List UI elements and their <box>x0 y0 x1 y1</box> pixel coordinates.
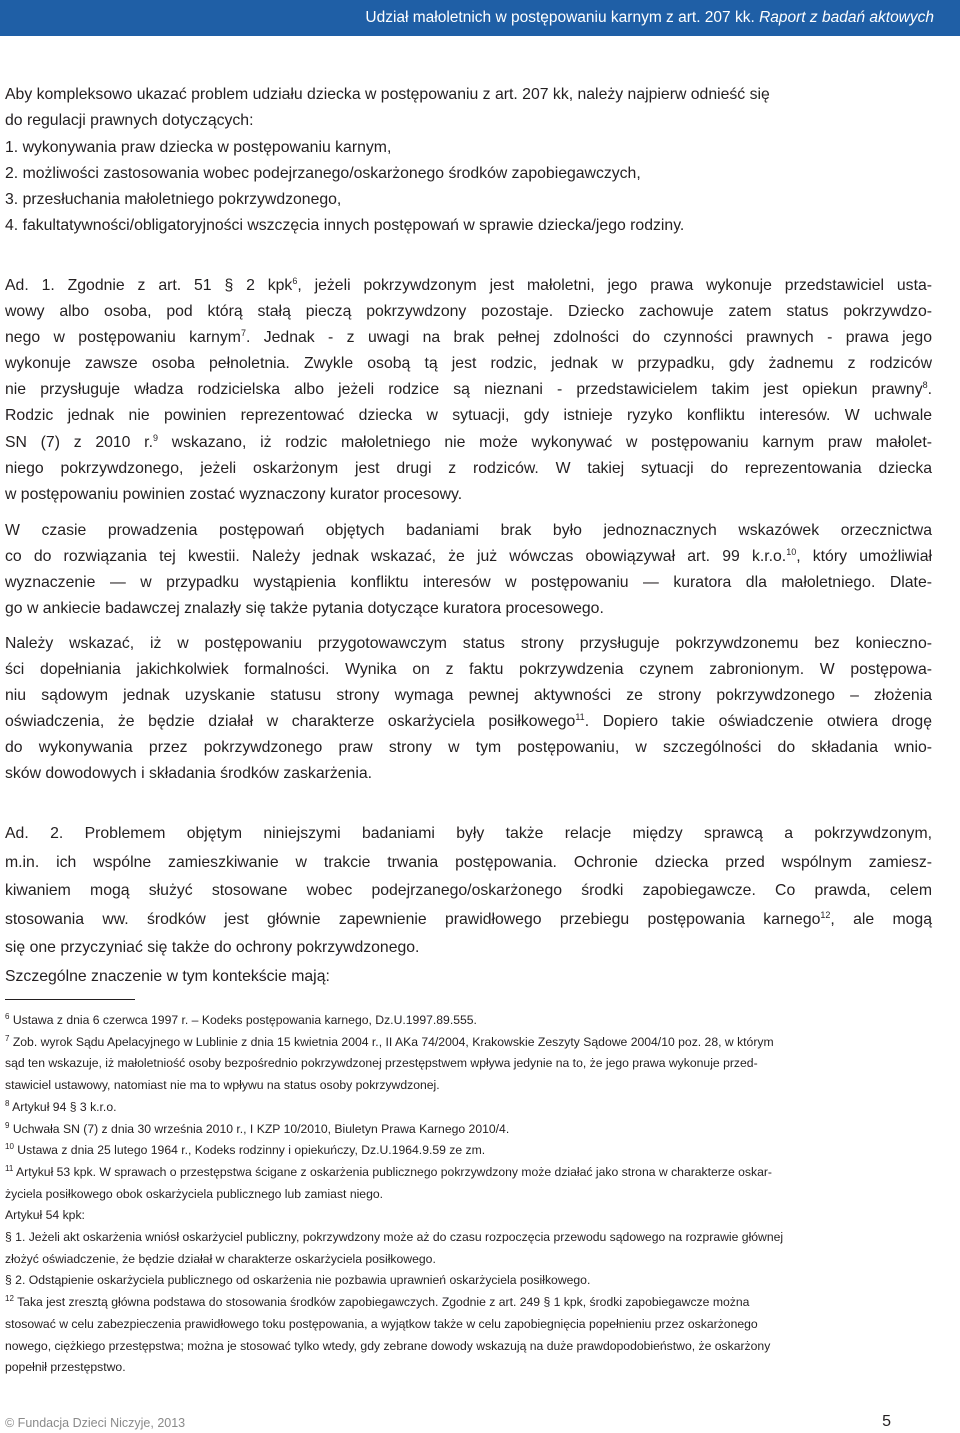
footnotes <box>5 1010 932 1379</box>
footnote-11-cont: § 1. Jeżeli akt oskarżenia wniósł oskarżyciel publiczny, pokrzywdzony może aż do czasu rozpoczęcia przewodu sądowego na rozprawie głównej <box>5 1230 784 1245</box>
footnote-11-cont: § 2. Odstąpienie oskarżyciela publicznego od oskarżenia nie pozbawia uprawnień oskarżyciela posiłkowego. <box>5 1273 591 1288</box>
text-line: go w ankiecie badawczej znalazły się także pytania dotyczące kuratora procesowego. <box>5 600 604 618</box>
footnote-10: $^{10}$ Ustawa z dnia 25 lutego 1964 r., Kodeks rodzinny i opiekuńczy, Dz.U.1964.9.59 ze zm. <box>5 1142 486 1158</box>
footnote-9: $^9$ Uchwała SN (7) z dnia 30 września 2010 r., I KZP 10/2010, Biuletyn Prawa Karnego 2010/4. <box>5 1120 510 1136</box>
paragraph-status-strony <box>5 631 932 788</box>
header-title-italic: Raport z badań aktowych <box>759 9 934 26</box>
footnote-7-cont: stawiciel ustawowy, natomiast nie ma to wpływu na status osoby pokrzywdzonej. <box>5 1078 440 1093</box>
intro-line: do regulacji prawnych dotyczących: <box>5 112 254 130</box>
text-line: niego pokrzywdzonego, jeżeli oskarżonym jest drugi z rodziców. W takiej sytuacji do reprezentowania dziecka <box>5 459 932 477</box>
footnote-8: $^8$ Artykuł 94 § 3 k.r.o. <box>5 1098 117 1114</box>
footnote-12-cont: popełnił przestępstwo. <box>5 1360 126 1375</box>
footnote-11-cont: życiela posiłkowego obok oskarżyciela publicznego lub zamiast niego. <box>5 1186 384 1201</box>
footnote-12-cont: stosować w celu zabezpieczenia prawidłowego toku postępowania, a wyjątkow także w celu zapobiegnięcia popełnieniu przez oskarżonego <box>5 1316 758 1331</box>
text-line: Należy wskazać, iż w postępowaniu przygotowawczym status strony przysługuje pokrzywdzonemu bez koniecznо- <box>5 635 932 652</box>
text-line: kiwaniem mogą służyć stosowane wobec podejrzanego/oskarżonego środki zapobiegawcze. Co prawda, celem <box>5 882 932 900</box>
text-line: SN (7) z 2010 r.$^9$ wskazano, iż rodzic małoletniego nie może wykonywać w postępowaniu karnym praw małolet- <box>5 432 932 451</box>
paragraph-kurator <box>5 518 932 622</box>
footnote-7-cont: sąd ten wskazuje, iż małoletniość osoby bezpośrednio pokrzywdzonej przestępstwem wpływa jedynie na to, że jego prawa wykonuje przed- <box>5 1056 758 1071</box>
page-number: 5 <box>882 1413 891 1430</box>
list-item: 3. przesłuchania małoletniego pokrzywdzonego, <box>5 191 342 209</box>
text-line: w postępowaniu powinien zostać wyznaczony kurator procesowy. <box>5 485 463 503</box>
text-line: sków dowodowych i składania środków zaskarżenia. <box>5 765 373 783</box>
text-line: do wykonywania przez pokrzywdzonego praw strony w tym postępowaniu, w szczególności do składania wnio- <box>5 739 932 757</box>
footnote-divider <box>5 999 135 1000</box>
footnote-11: $^{11}$ Artykuł 53 kpk. W sprawach o przestępstwa ścigane z oskarżenia publicznego pokrzywdzony może działać jako strona w charakterze oskar- <box>5 1163 772 1179</box>
text-line: co do rozwiązania tej kwestii. Należy jednak wskazać, że już wówczas obowiązywał art. 99 k.r.o.$^{10}$, który umożliwiał <box>5 547 932 566</box>
text-line: się one przyczyniać się także do ochrony pokrzywdzonego. <box>5 939 420 957</box>
list-item: 2. możliwości zastosowania wobec podejrzanego/oskarżonego środków zapobiegawczych, <box>5 164 641 182</box>
footnote-ref: 8 <box>922 380 928 391</box>
text-line: m.in. ich wspólne zamieszkiwanie w trakcie trwania postępowania. Ochronie dziecka przed wspólnym zamiesz- <box>5 853 932 871</box>
text-line: Szczególne znaczenie w tym kontekście mają: <box>5 967 330 985</box>
footnote-ref: 9 <box>152 432 158 443</box>
ad1-paragraph <box>5 273 932 508</box>
text-line: W czasie prowadzenia postępowań objętych badaniami brak było jednoznacznych wskazówek orzecznictwa <box>5 522 932 539</box>
text-line: Rodzic jednak nie powinien reprezentować dziecka w sytuacji, gdy istnieje ryzyko konfliktu interesów. W uchwale <box>5 407 932 425</box>
copyright-text: © Fundacja Dzieci Niczyje, 2013 <box>5 1416 186 1430</box>
list-item: 4. fakultatywności/obligatoryjności wszczęcia innych postępowań w sprawie dziecka/jego rodziny. <box>5 217 685 235</box>
footnote-ref: 6 <box>292 276 298 286</box>
footnote-ref: 7 <box>240 328 246 339</box>
text-line: wykonuje zawsze osoba pełnoletnia. Zwykle osobą tą jest rodzic, jednak w przypadku, gdy żadnemu z rodziców <box>5 355 932 373</box>
ad2-paragraph <box>5 820 932 992</box>
footnote-11-cont: złożyć oświadczenie, że będzie działał w charakterze oskarżyciela posiłkowego. <box>5 1251 436 1266</box>
footnote-ref: 11 <box>575 712 585 723</box>
footnote-12: $^{12}$ Taka jest zresztą główna podstawa do stosowania środków zapobiegawczych. Zgodnie z art. 249 § 1 kpk, środki zapobiegawcze można <box>5 1294 750 1310</box>
text-line: Ad. 1. Zgodnie z art. 51 § 2 kpk$^6$, jeżeli pokrzywdzonym jest małoletni, jego prawa wykonuje przedstawiciel usta- <box>5 276 933 294</box>
header-bar <box>0 0 960 36</box>
text-line: wyznaczenie — w przypadku wystąpienia konfliktu interesów w postępowaniu — kuratora dla małoletniego. Dlate- <box>5 574 932 592</box>
text-line: nie przysługuje władza rodzicielska albo jeżeli rodzice są nieznani - przedstawicielem takim jest opiekun prawny$^8$. <box>5 380 932 399</box>
list-item: 1. wykonywania praw dziecka w postępowaniu karnym, <box>5 138 392 156</box>
text-line: ści dopełniania jakichkolwiek formalności. Wynika on z faktu pokrzywdzenia czynem zabronionym. W postępowa- <box>5 661 932 679</box>
text-line: oświadczenia, że będzie działał w charakterze oskarżyciela posiłkowego$^{11}$. Dopiero takie oświadczenie otwiera drogę <box>5 712 932 731</box>
footnote-ref: 10 <box>786 547 797 558</box>
header-title-main: Udział małoletnich w postępowaniu karnym z art. 207 kk. <box>365 9 755 26</box>
footnote-11-cont: Artykuł 54 kpk: <box>5 1208 85 1223</box>
footnote-ref: 12 <box>820 909 831 920</box>
footnote-7: $^7$ Zob. wyrok Sądu Apelacyjnego w Lublinie z dnia 15 kwietnia 2004 r., II AKa 74/2004, Krakowskie Zeszyty Sądowe 2004/10 poz. 28, w którym <box>5 1033 774 1049</box>
text-line: stosowania ww. środków jest głównie zapewnienie prawidłowego przebiegu postępowania karnego$^{12}$, ale mogą <box>5 909 933 928</box>
text-line: nego w postępowaniu karnym$^7$. Jednak - z uwagi na brak pełnej zdolności do czynności prawnych - prawa jego <box>5 328 932 347</box>
text-line: wowy albo osoba, pod którą stałą pieczą pokrzywdzony pozostaje. Dziecko zachowuje zatem status pokrzywdzo- <box>5 303 932 321</box>
intro-paragraph <box>5 82 932 240</box>
intro-line: Aby kompleksowo ukazać problem udziału dziecka w postępowaniu z art. 207 kk, należy najpierw odnieść się <box>5 86 770 103</box>
footnote-12-cont: nowego, ciężkiego przestępstwa; można je stosować tylko wtedy, gdy zebrane dowody wskazują na duże prawdopodobieństwo, że oskarżony <box>5 1338 771 1353</box>
footnote-6: $^6$ Ustawa z dnia 6 czerwca 1997 r. – Kodeks postępowania karnego, Dz.U.1997.89.555. <box>5 1012 477 1027</box>
text-line: niu sądowym jednak uzyskanie statusu strony wymaga pewnej aktywności ze strony pokrzywdzonego – złożenia <box>5 687 932 705</box>
header-title <box>365 9 934 27</box>
text-line: Ad. 2. Problemem objętym niniejszymi badaniami były także relacje między sprawcą a pokrzywdzonym, <box>5 825 932 842</box>
